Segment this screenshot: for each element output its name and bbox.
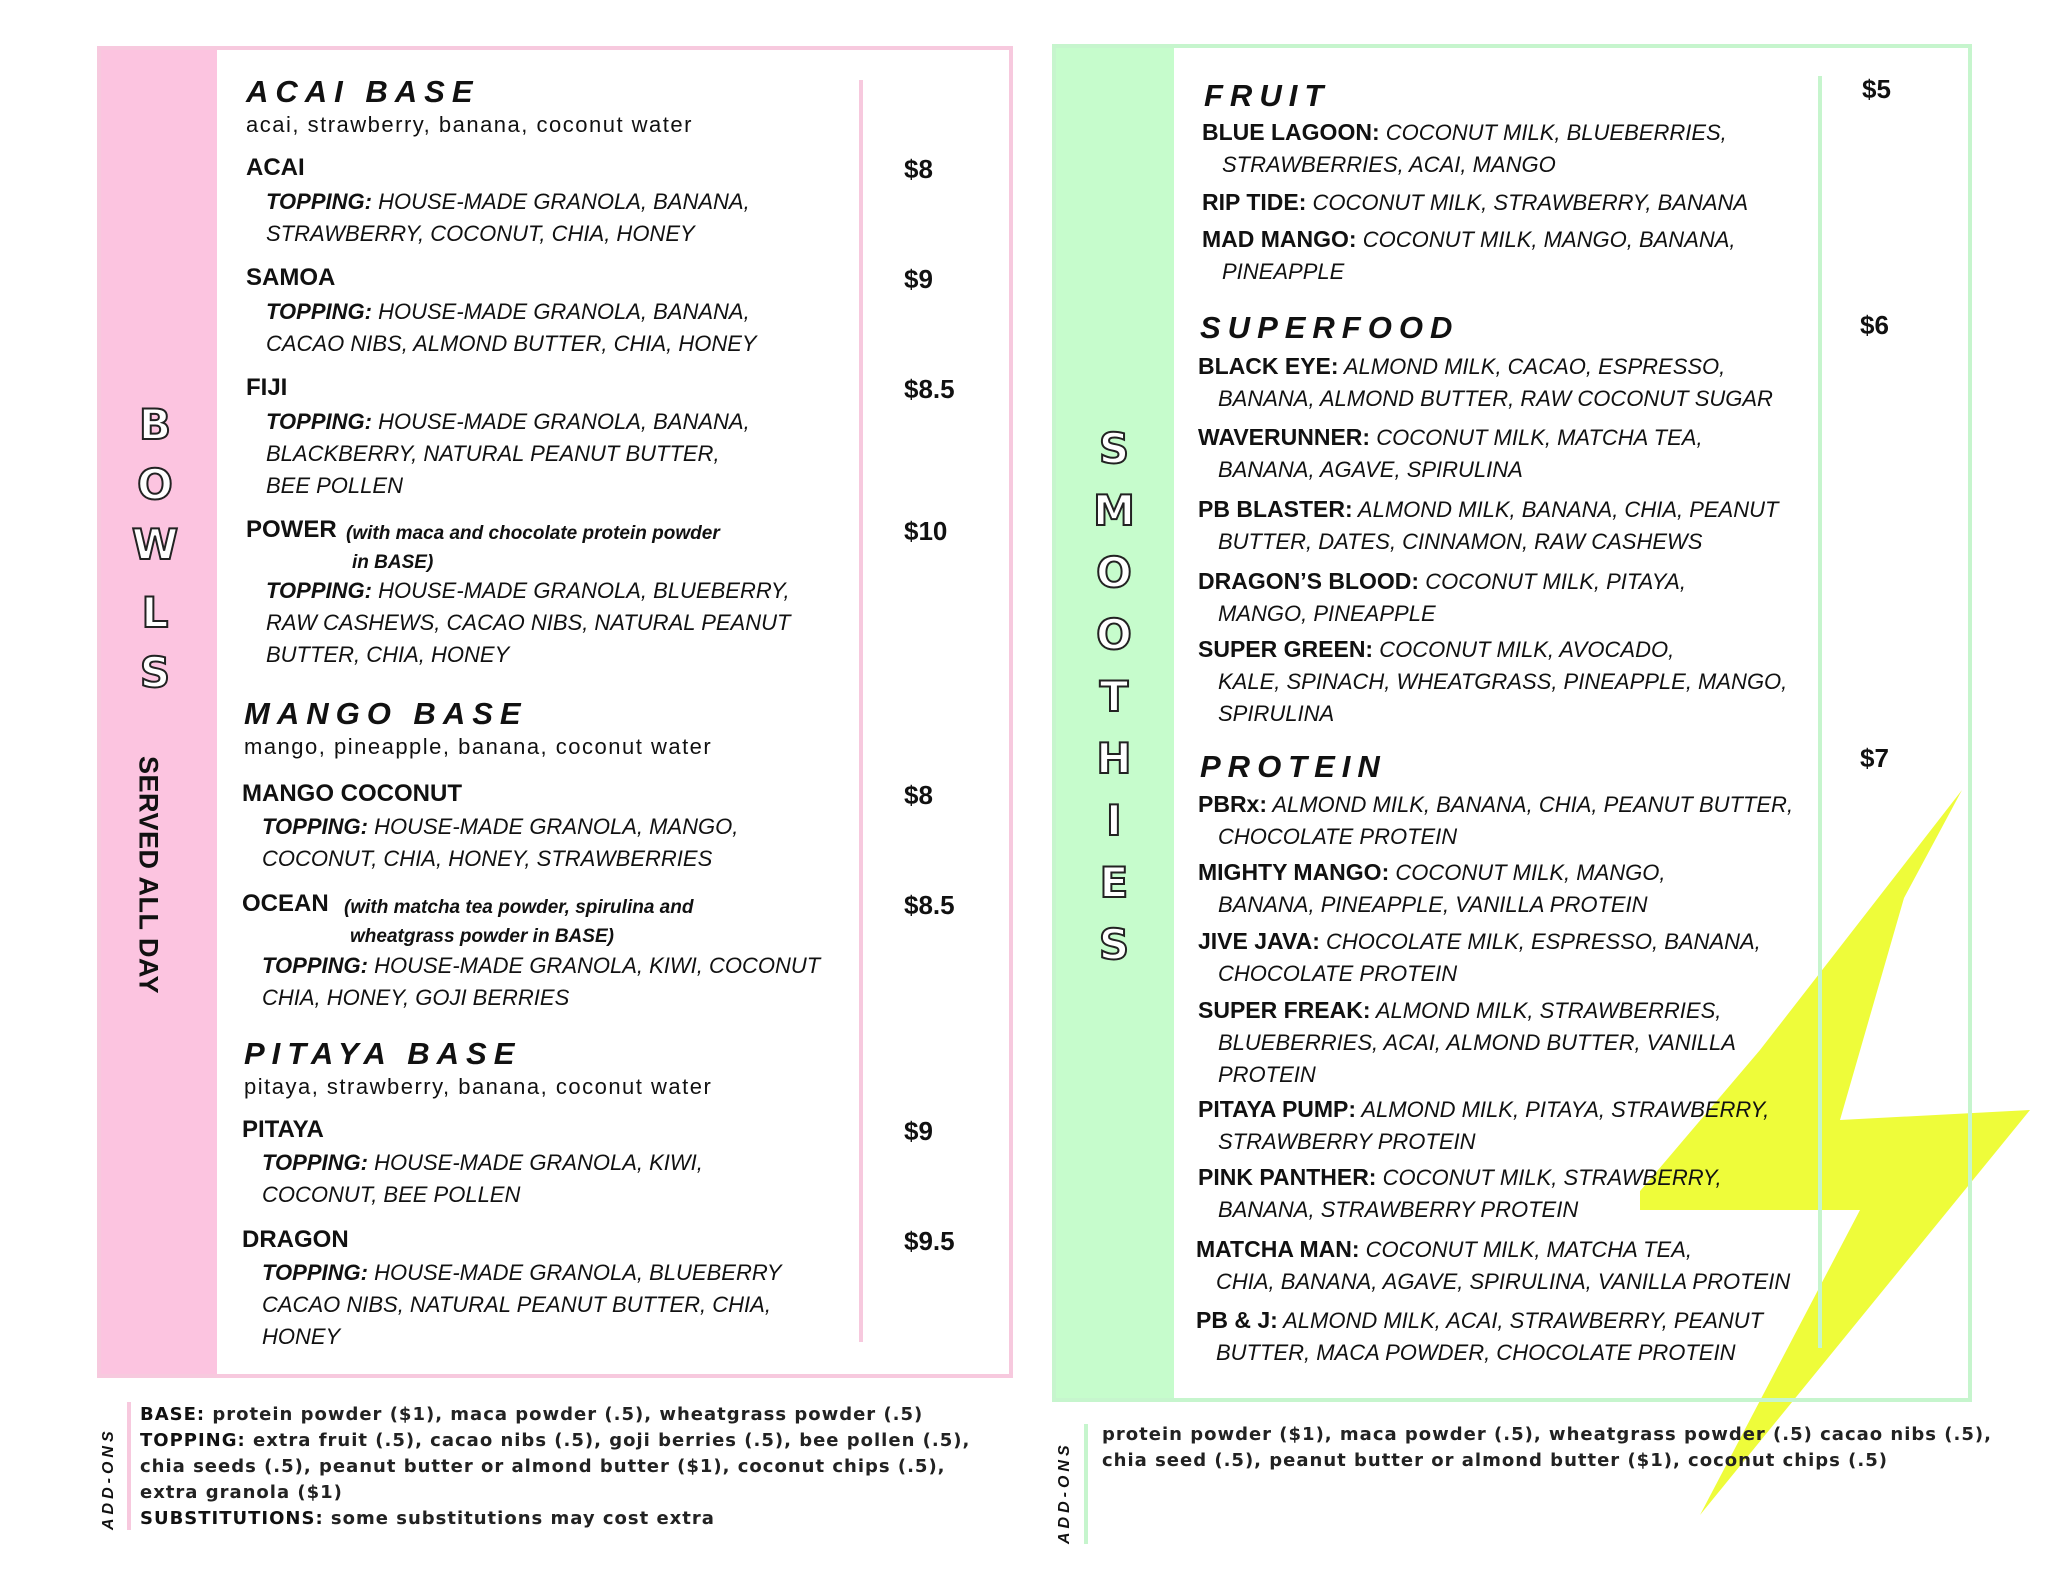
item-topping: TOPPING: HOUSE-MADE GRANOLA, KIWI, COCONUT, BEE POLLEN <box>262 1150 703 1207</box>
smoothie-item: MAD MANGO: COCONUT MILK, MANGO, BANANA, PINEAPPLE <box>1202 226 1736 284</box>
smoothie-item: PB & J: ALMOND MILK, ACAI, STRAWBERRY, PEANUT BUTTER, MACA POWDER, CHOCOLATE PROTEIN <box>1196 1307 1764 1365</box>
item-price: $9 <box>904 264 933 294</box>
smoothie-item: DRAGON’S BLOOD: COCONUT MILK, PITAYA, MANGO, PINEAPPLE <box>1198 568 1686 626</box>
item-name: POWER <box>246 516 337 543</box>
smoothies-addons: protein powder ($1), maca powder (.5), wheatgrass powder (.5) cacao nibs (.5), chia seed (.5), peanut butter or almond butter ($1), coconut chips (.5) <box>1102 1424 1992 1471</box>
bowls-addons: BASE: protein powder ($1), maca powder (.5), wheatgrass powder (.5) TOPPING: extra fruit (.5), cacao nibs (.5), goji berries (.5), bee pollen (.5), chia seeds (.5), peanut butter or almond butter ($1), coconut chips (.5), extra granola ($1) SUBSTITUTIONS: some substitutions may cost extra <box>140 1404 971 1529</box>
smoothie-item: RIP TIDE: COCONUT MILK, STRAWBERRY, BANANA <box>1202 189 1749 215</box>
section-title: MANGO BASE <box>244 696 528 731</box>
section-title: PROTEIN <box>1200 749 1387 784</box>
bowls-addons-bar <box>127 1402 131 1530</box>
smoothie-item: PITAYA PUMP: ALMOND MILK, PITAYA, STRAWBERRY, STRAWBERRY PROTEIN <box>1198 1096 1770 1154</box>
item-price: $9 <box>904 1116 933 1146</box>
item-topping: TOPPING: HOUSE-MADE GRANOLA, BLUEBERRY, RAW CASHEWS, CACAO NIBS, NATURAL PEANUT BUTTER, CHIA, HONEY <box>266 578 791 667</box>
smoothies-letter: T <box>1099 672 1129 721</box>
section-subtitle: mango, pineapple, banana, coconut water <box>244 734 713 759</box>
smoothies-letter: O <box>1096 548 1132 597</box>
item-topping: TOPPING: HOUSE-MADE GRANOLA, BANANA, STRAWBERRY, COCONUT, CHIA, HONEY <box>266 189 750 246</box>
smoothies-price-divider <box>1818 76 1822 1348</box>
section-title: ACAI BASE <box>246 74 480 109</box>
smoothies-letter: I <box>1106 796 1122 845</box>
item-name: DRAGON <box>242 1226 349 1253</box>
bowls-price-divider <box>859 80 863 1342</box>
item-name: OCEAN <box>242 890 329 917</box>
section-price: $5 <box>1862 74 1891 104</box>
bowls-letter: S <box>139 648 171 697</box>
served-all-day-label: SERVED ALL DAY <box>133 755 164 995</box>
item-name: FIJI <box>246 374 288 401</box>
item-topping: TOPPING: HOUSE-MADE GRANOLA, KIWI, COCONUT CHIA, HONEY, GOJI BERRIES <box>262 953 821 1010</box>
section-title: SUPERFOOD <box>1200 310 1460 345</box>
item-price: $9.5 <box>904 1226 955 1256</box>
item-price: $8.5 <box>904 890 955 920</box>
bowls-letter: L <box>141 588 169 637</box>
item-price: $8 <box>904 780 933 810</box>
item-topping: TOPPING: HOUSE-MADE GRANOLA, BANANA, BLACKBERRY, NATURAL PEANUT BUTTER, BEE POLLEN <box>266 409 750 498</box>
smoothies-letter: S <box>1098 424 1130 473</box>
bowls-letter: B <box>138 400 171 449</box>
smoothies-letter: O <box>1096 610 1132 659</box>
smoothies-addons-label: ADD-ONS <box>1056 1441 1073 1544</box>
smoothie-item: PB BLASTER: ALMOND MILK, BANANA, CHIA, PEANUT BUTTER, DATES, CINNAMON, RAW CASHEWS <box>1198 496 1779 554</box>
smoothies-letter: E <box>1099 858 1129 907</box>
smoothie-item: BLACK EYE: ALMOND MILK, CACAO, ESPRESSO, BANANA, ALMOND BUTTER, RAW COCONUT SUGAR <box>1198 353 1773 411</box>
item-name: SAMOA <box>246 264 336 291</box>
item-name: PITAYA <box>242 1116 324 1143</box>
smoothie-item: PINK PANTHER: COCONUT MILK, STRAWBERRY, BANANA, STRAWBERRY PROTEIN <box>1198 1164 1722 1222</box>
item-topping: TOPPING: HOUSE-MADE GRANOLA, MANGO, COCONUT, CHIA, HONEY, STRAWBERRIES <box>262 814 739 871</box>
bowls-addons-label: ADD-ONS <box>100 1427 117 1530</box>
item-topping: TOPPING: HOUSE-MADE GRANOLA, BLUEBERRY CACAO NIBS, NATURAL PEANUT BUTTER, CHIA, HONEY <box>262 1260 782 1349</box>
bowls-letter: O <box>137 460 173 509</box>
smoothie-item: BLUE LAGOON: COCONUT MILK, BLUEBERRIES, STRAWBERRIES, ACAI, MANGO <box>1202 119 1727 177</box>
smoothies-letter: S <box>1098 920 1130 969</box>
section-subtitle: acai, strawberry, banana, coconut water <box>246 112 693 137</box>
item-price: $10 <box>904 516 948 546</box>
smoothie-item: PBRx: ALMOND MILK, BANANA, CHIA, PEANUT BUTTER, CHOCOLATE PROTEIN <box>1198 791 1794 849</box>
section-title: FRUIT <box>1204 78 1331 113</box>
section-price: $7 <box>1860 743 1889 773</box>
smoothie-item: SUPER FREAK: ALMOND MILK, STRAWBERRIES, BLUEBERRIES, ACAI, ALMOND BUTTER, VANILLA PROTEIN <box>1198 997 1736 1087</box>
section-price: $6 <box>1860 310 1889 340</box>
smoothie-item: SUPER GREEN: COCONUT MILK, AVOCADO, KALE, SPINACH, WHEATGRASS, PINEAPPLE, MANGO, SPIRULINA <box>1198 636 1788 726</box>
smoothie-item: MIGHTY MANGO: COCONUT MILK, MANGO, BANANA, PINEAPPLE, VANILLA PROTEIN <box>1198 859 1666 917</box>
smoothies-letter: H <box>1096 734 1132 783</box>
smoothie-item: MATCHA MAN: COCONUT MILK, MATCHA TEA, CHIA, BANANA, AGAVE, SPIRULINA, VANILLA PROTEIN <box>1196 1236 1791 1294</box>
section-subtitle: pitaya, strawberry, banana, coconut water <box>244 1074 713 1099</box>
item-name: MANGO COCONUT <box>242 780 462 807</box>
smoothies-letter: M <box>1093 486 1135 535</box>
smoothies-addons-bar <box>1084 1424 1088 1544</box>
item-note: (with maca and chocolate protein powder in BASE) <box>346 523 720 573</box>
item-price: $8.5 <box>904 374 955 404</box>
smoothie-item: WAVERUNNER: COCONUT MILK, MATCHA TEA, BANANA, AGAVE, SPIRULINA <box>1198 424 1703 482</box>
bowls-letter: W <box>131 520 179 569</box>
item-price: $8 <box>904 154 933 184</box>
smoothie-item: JIVE JAVA: CHOCOLATE MILK, ESPRESSO, BANANA, CHOCOLATE PROTEIN <box>1198 928 1761 986</box>
item-note: (with matcha tea powder, spirulina and wheatgrass powder in BASE) <box>344 897 694 947</box>
section-title: PITAYA BASE <box>244 1036 522 1071</box>
item-topping: TOPPING: HOUSE-MADE GRANOLA, BANANA, CACAO NIBS, ALMOND BUTTER, CHIA, HONEY <box>266 299 757 356</box>
item-name: ACAI <box>246 154 305 181</box>
